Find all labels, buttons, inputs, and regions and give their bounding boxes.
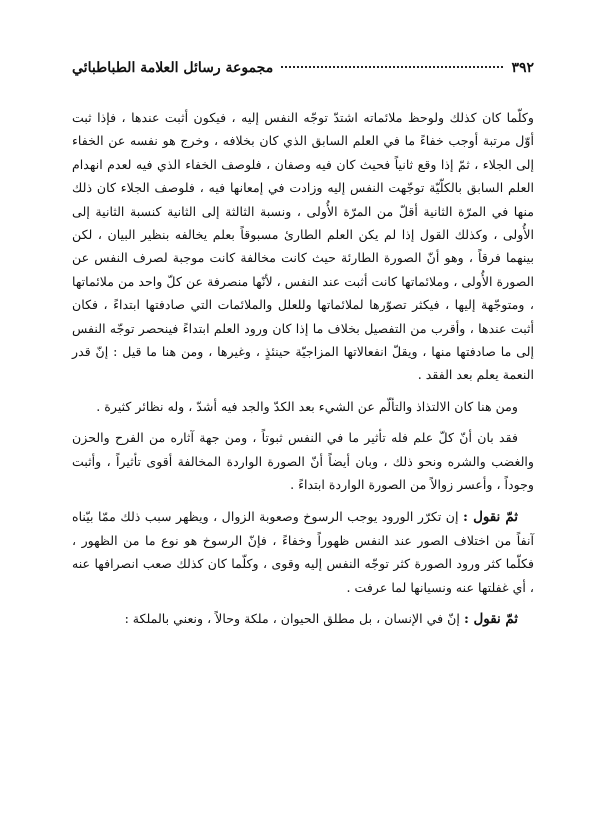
header-dot-leader	[281, 66, 503, 68]
paragraph-text: وكلّما كان كذلك ولوحظ ملائماته اشتدّ توجّه النفس إليه ، فيكون أثبت عندها ، فإذا ثبت أوّل مرتبة أوجب خفاءً ما في العلم السابق الذي كان بخلافه ، وخرج هو نفسه عن الخفاء إلى الجلاء ، ثمّ إذا وقع ثانياً فحيث كان فيه وصفان ، فلوصف الخفاء الذي فيه لعدم انهدام العلم السابق بالكلّيّة توجّهت النفس إليه وزادت في إمعانها فيه ، فلوصف الجلاء كان ذلك منها في المرّة الثانية أقلّ من المرّة الأُولى ، ونسبة الثالثة إلى الثانية كنسبة الثانية إلى الأُولى ، وكذلك القول إذا لم يكن العلم الطارئ مسبوقاً بعلم يخالفه بنظير البيان ، لكن بينهما فرقاً ، وهو أنّ الصورة الطارئة حيث كانت مخالفة كانت موجبة لصرف النفس عن الصورة الأُولى ، وملائماتها كانت أثبت عند النفس ، لأنّها منصرفة عن كلّ واحد من ملائماتها ، ومتوجّهة إليها ، فيكثر تصوّرها لملائماتها وللعلل والملائمات التي صادفتها ابتداءً ، فكان أثبت عندها ، وأقرب من التفصيل بخلاف ما إذا كان ورود العلم ابتداءً فينحصر توجّه النفس إلى ما صادفتها منها ، ويقلّ انفعالاتها المزاجيّة حينئذٍ ، وغيرها ، ومن هنا ما قيل : إنّ قدر النعمة يعلم بعد الفقد .	[72, 110, 534, 383]
paragraph	[72, 395, 534, 418]
paragraph	[72, 607, 534, 631]
page-number: ٣٩٢	[511, 60, 534, 76]
paragraph-text: فقد بان أنّ كلّ علم فله تأثير ما في النفس ثبوتاً ، ومن جهة آثاره من الفرح والحزن والغضب والشره ونحو ذلك ، وبان أيضاً أنّ الصورة الواردة المخالفة أقوى تأثيراً ، وأثبت وجوداً ، وأعسر زوالاً من الصورة الواردة ابتداءً .	[72, 430, 534, 493]
paragraph	[72, 426, 534, 496]
paragraph-text: إن تكرّر الورود يوجب الرسوخ وصعوبة الزوال ، ويظهر سبب ذلك ممّا بيّناه آنفاً من اختلاف الصور عند النفس ظهوراً وخفاءً ، فإنّ الرسوخ هو نوع ما من الظهور ، فكلّما كثر ورود الصورة كثر توجّه النفس إليه وقوى ، وكلّما كان كذلك صعب انصرافها عنه ، أي غفلتها عنه ونسيانها لما عرفت .	[72, 508, 534, 595]
paragraph	[72, 505, 534, 600]
running-header	[72, 60, 534, 76]
paragraph-text: إنّ في الإنسان ، بل مطلق الحيوان ، ملكة وحالاً ، ونعني بالملكة :	[124, 611, 464, 627]
book-title: مجموعة رسائل العلامة الطباطبائي	[72, 60, 274, 76]
paragraph-text: ومن هنا كان الالتذاذ والتألّم عن الشيء بعد الكدّ والجد فيه أشدّ ، وله نظائر كثيرة .	[96, 398, 518, 414]
page-body	[72, 106, 534, 632]
paragraph	[72, 106, 534, 387]
paragraph-lead: ثمّ نقول :	[463, 611, 518, 628]
paragraph-lead: ثمّ نقول :	[463, 508, 518, 525]
